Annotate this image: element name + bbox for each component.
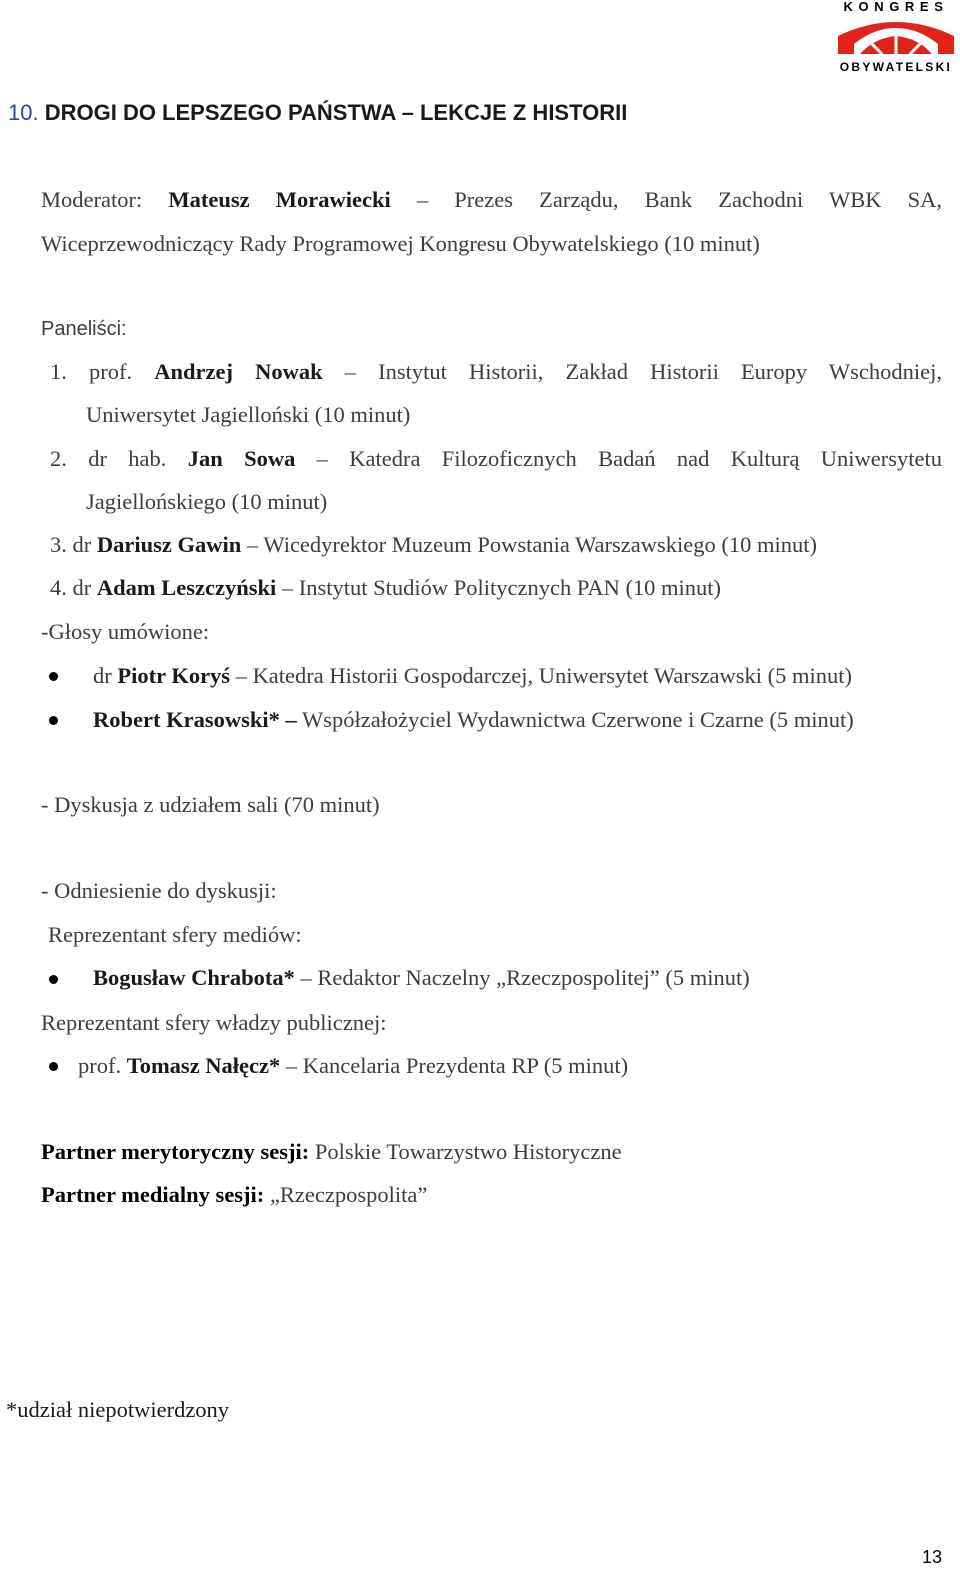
partner-media <box>41 1182 427 1208</box>
partner-content-label: Partner merytoryczny sesji: <box>41 1139 310 1164</box>
panelist-2-cont: Jagiellońskiego (10 minut) <box>86 489 328 514</box>
moderator-affiliation: – Prezes Zarządu, Bank Zachodni WBK SA, <box>390 187 943 212</box>
kongres-obywatelski-logo <box>838 0 954 76</box>
panelist-2 <box>50 446 942 472</box>
moderator-line-2: Wiceprzewodniczący Rady Programowej Kongresu Obywatelskiego (10 minut) <box>41 231 760 256</box>
partner-media-value: „Rzeczpospolita” <box>264 1182 428 1207</box>
panelist-3-prefix: 3. dr <box>50 532 97 557</box>
authority-representative <box>78 1053 628 1079</box>
authority-representative-affiliation: – Kancelaria Prezydenta RP (5 minut) <box>280 1053 629 1078</box>
voice-1-affiliation: – Katedra Historii Gospodarczej, Uniwersytet Warszawski (5 minut) <box>230 663 853 688</box>
moderator-name: Mateusz Morawiecki <box>168 187 391 212</box>
voices-label: -Głosy umówione: <box>41 619 210 644</box>
bullet-icon <box>49 672 58 681</box>
section-title: DROGI DO LEPSZEGO PAŃSTWA – LEKCJE Z HISTORII <box>44 100 628 125</box>
authority-label: Reprezentant sfery władzy publicznej: <box>41 1010 387 1035</box>
partner-content-value: Polskie Towarzystwo Historyczne <box>309 1139 622 1164</box>
panelist-3-name: Dariusz Gawin <box>96 532 242 557</box>
media-representative <box>93 965 750 991</box>
panelist-2-prefix: 2. dr hab. <box>50 446 188 471</box>
panelist-2-name: Jan Sowa <box>187 446 296 471</box>
panelist-1-affiliation: – Instytut Historii, Zakład Historii Europy Wschodniej, <box>322 359 942 384</box>
authority-representative-name: Tomasz Nałęcz* <box>126 1053 281 1078</box>
moderator-line-1 <box>41 187 942 213</box>
discussion-line: - Dyskusja z udziałem sali (70 minut) <box>41 792 380 817</box>
voice-2-affiliation: Współzałożyciel Wydawnictwa Czerwone i Czarne (5 minut) <box>296 707 854 732</box>
authority-prefix: prof. <box>78 1053 127 1078</box>
partner-media-label: Partner medialny sesji: <box>41 1182 265 1207</box>
logo-top-text: KONGRES <box>843 0 949 14</box>
response-label: - Odniesienie do dyskusji: <box>41 878 277 903</box>
panelist-4 <box>50 575 721 601</box>
logo-arch-icon <box>838 16 954 58</box>
panelists-label: Paneliści: <box>41 318 127 340</box>
section-number: 10. <box>8 100 39 125</box>
partner-content <box>41 1139 622 1165</box>
panelist-2-affiliation: – Katedra Filozoficznych Badań nad Kulturą Uniwersytetu <box>295 446 942 471</box>
panelist-1 <box>50 359 942 385</box>
panelist-3 <box>50 532 817 558</box>
panelist-4-affiliation: – Instytut Studiów Politycznych PAN (10 minut) <box>276 575 722 600</box>
voice-1 <box>93 663 852 689</box>
media-label: Reprezentant sfery mediów: <box>48 922 302 947</box>
panelist-4-name: Adam Leszczyński <box>96 575 277 600</box>
panelist-3-affiliation: – Wicedyrektor Muzeum Powstania Warszawskiego (10 minut) <box>241 532 817 557</box>
voice-1-name: Piotr Koryś <box>117 663 231 688</box>
logo-bottom-text: OBYWATELSKI <box>839 60 953 74</box>
voice-2 <box>93 707 854 733</box>
panelist-1-prefix: 1. prof. <box>50 359 155 384</box>
panelist-4-prefix: 4. dr <box>50 575 97 600</box>
bullet-icon <box>49 1062 58 1071</box>
section-heading <box>8 100 627 126</box>
footnote: *udział niepotwierdzony <box>6 1397 230 1422</box>
bullet-icon <box>49 716 58 725</box>
page-number: 13 <box>921 1547 942 1567</box>
voice-1-prefix: dr <box>93 663 118 688</box>
bullet-icon <box>49 975 58 984</box>
moderator-label: Moderator: <box>41 187 169 212</box>
media-representative-affiliation: – Redaktor Naczelny „Rzeczpospolitej” (5 minut) <box>294 965 750 990</box>
panelist-1-cont: Uniwersytet Jagielloński (10 minut) <box>86 402 411 427</box>
panelist-1-name: Andrzej Nowak <box>154 359 323 384</box>
media-representative-name: Bogusław Chrabota* <box>93 965 295 990</box>
voice-2-name: Robert Krasowski* – <box>93 707 297 732</box>
